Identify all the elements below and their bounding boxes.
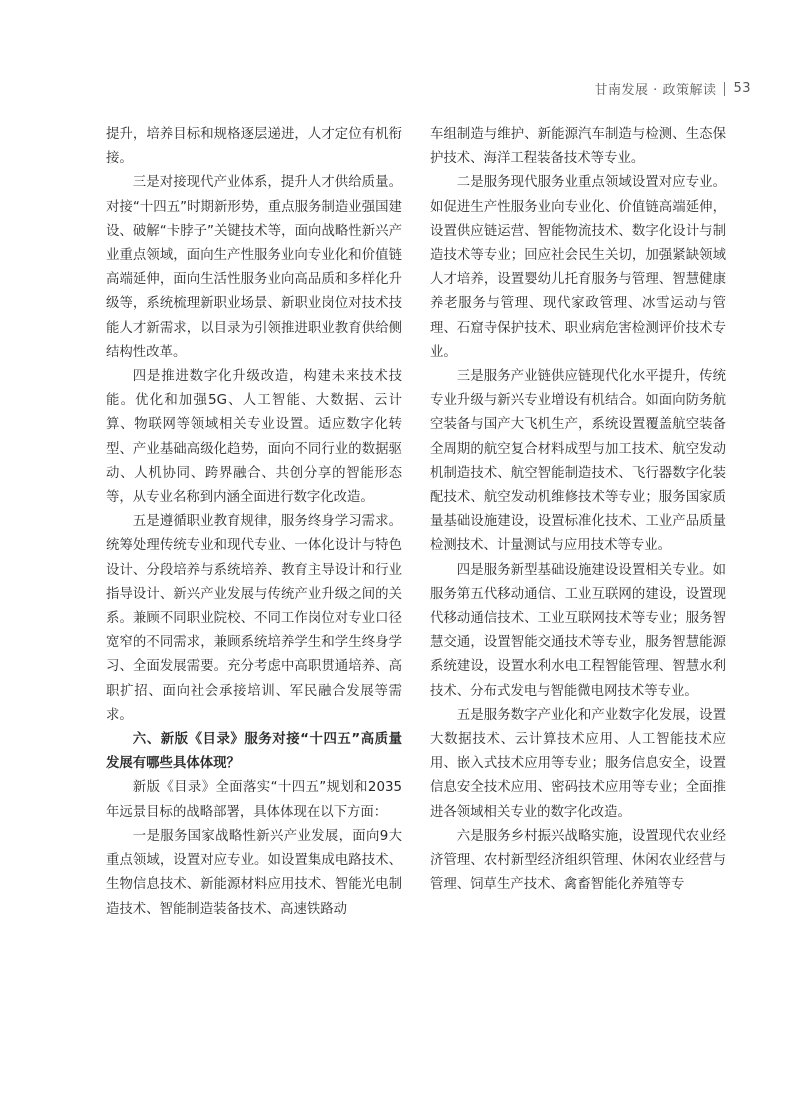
running-header [595, 79, 751, 98]
paragraph: 四是推进数字化升级改造，构建未来技术技能。优化和加强5G、人工智能、大数据、云计算、物联网等领域相关专业设置。适应数字化转型、产业基础高级化趋势，面向不同行业的数据驱动、人机协同、跨界融合、共创分享的智能形态等，从专业名称到内涵全面进行数字化改造。 [106, 369, 402, 506]
paragraph: 四是服务新型基础设施建设设置相关专业。如服务第五代移动通信、工业互联网的建设，设置现代移动通信技术、工业互联网技术等专业；服务智慧交通，设置智能交通技术等专业，服务智慧能源系统建设，设置水利水电工程智能管理、智慧水利技术、分布式发电与智能微电网技术等专业。 [430, 562, 726, 699]
paragraph: 三是对接现代产业体系，提升人才供给质量。对接“十四五”时期新形势，重点服务制造业强国建设、破解“卡脖子”关键技术等，面向战略性新兴产业重点领域，面向生产性服务业向专业化和价值链高端延伸，面向生活性服务业向高品质和多样化升级等，系统梳理新职业场景、新职业岗位对技术技能人才新需求，以目录为引领推进职业教育供给侧结构性改革。 [106, 175, 402, 360]
section-heading: 六、新版《目录》服务对接“十四五”高质量发展有哪些具体体现？ [106, 732, 402, 772]
page-number: 53 [733, 81, 751, 96]
section-title: 甘南发展 · 政策解读 [594, 83, 717, 98]
left-column [106, 123, 402, 922]
paragraph: 六是服务乡村振兴战略实施，设置现代农业经济管理、农村新型经济组织管理、休闲农业经营与管理、饲草生产技术、禽畜智能化养殖等专 [430, 828, 726, 893]
paragraph: 一是服务国家战略性新兴产业发展，面向9大重点领域，设置对应专业。如设置集成电路技术、生物信息技术、新能源材料应用技术、智能光电制造技术、智能制造装备技术、高速铁路动 [106, 828, 402, 917]
paragraph: 三是服务产业链供应链现代化水平提升，传统专业升级与新兴专业增设有机结合。如面向防务航空装备与国产大飞机生产，系统设置覆盖航空装备全周期的航空复合材料成型与加工技术、航空发动机制造技术、航空智能制造技术、飞行器数字化装配技术、航空发动机维修技术等专业；服务国家质量基础设施建设，设置标准化技术、工业产品质量检测技术、计量测试与应用技术等专业。 [430, 369, 726, 554]
paragraph: 提升，培养目标和规格逐层递进，人才定位有机衔接。 [106, 127, 402, 167]
right-column [430, 123, 726, 898]
paragraph: 五是服务数字产业化和产业数字化发展，设置大数据技术、云计算技术应用、人工智能技术应用、嵌入式技术应用等专业；服务信息安全，设置信息安全技术应用、密码技术应用等专业；全面推进各领域相关专业的数字化改造。 [430, 707, 726, 820]
header-divider [724, 82, 725, 96]
paragraph: 二是服务现代服务业重点领域设置对应专业。如促进生产性服务业向专业化、价值链高端延伸，设置供应链运营、智能物流技术、数字化设计与制造技术等专业；回应社会民生关切，加强紧缺领域人才培养，设置婴幼儿托育服务与管理、智慧健康养老服务与管理、现代家政管理、冰雪运动与管理、石窟寺保护技术、职业病危害检测评价技术专业。 [430, 175, 726, 360]
paragraph: 车组制造与维护、新能源汽车制造与检测、生态保护技术、海洋工程装备技术等专业。 [430, 127, 726, 167]
paragraph: 五是遵循职业教育规律，服务终身学习需求。统筹处理传统专业和现代专业、一体化设计与特色设计、分段培养与系统培养、教育主导设计和行业指导设计、新兴产业发展与传统产业升级之间的关系。兼顾不同职业院校、不同工作岗位对专业口径宽窄的不同需求，兼顾系统培养学生和学生终身学习、全面发展需要。充分考虑中高职贯通培养、高职扩招、面向社会承接培训、军民融合发展等需求。 [106, 514, 402, 723]
paragraph: 新版《目录》全面落实“十四五”规划和2035年远景目标的战略部署，具体体现在以下方面： [106, 780, 402, 820]
